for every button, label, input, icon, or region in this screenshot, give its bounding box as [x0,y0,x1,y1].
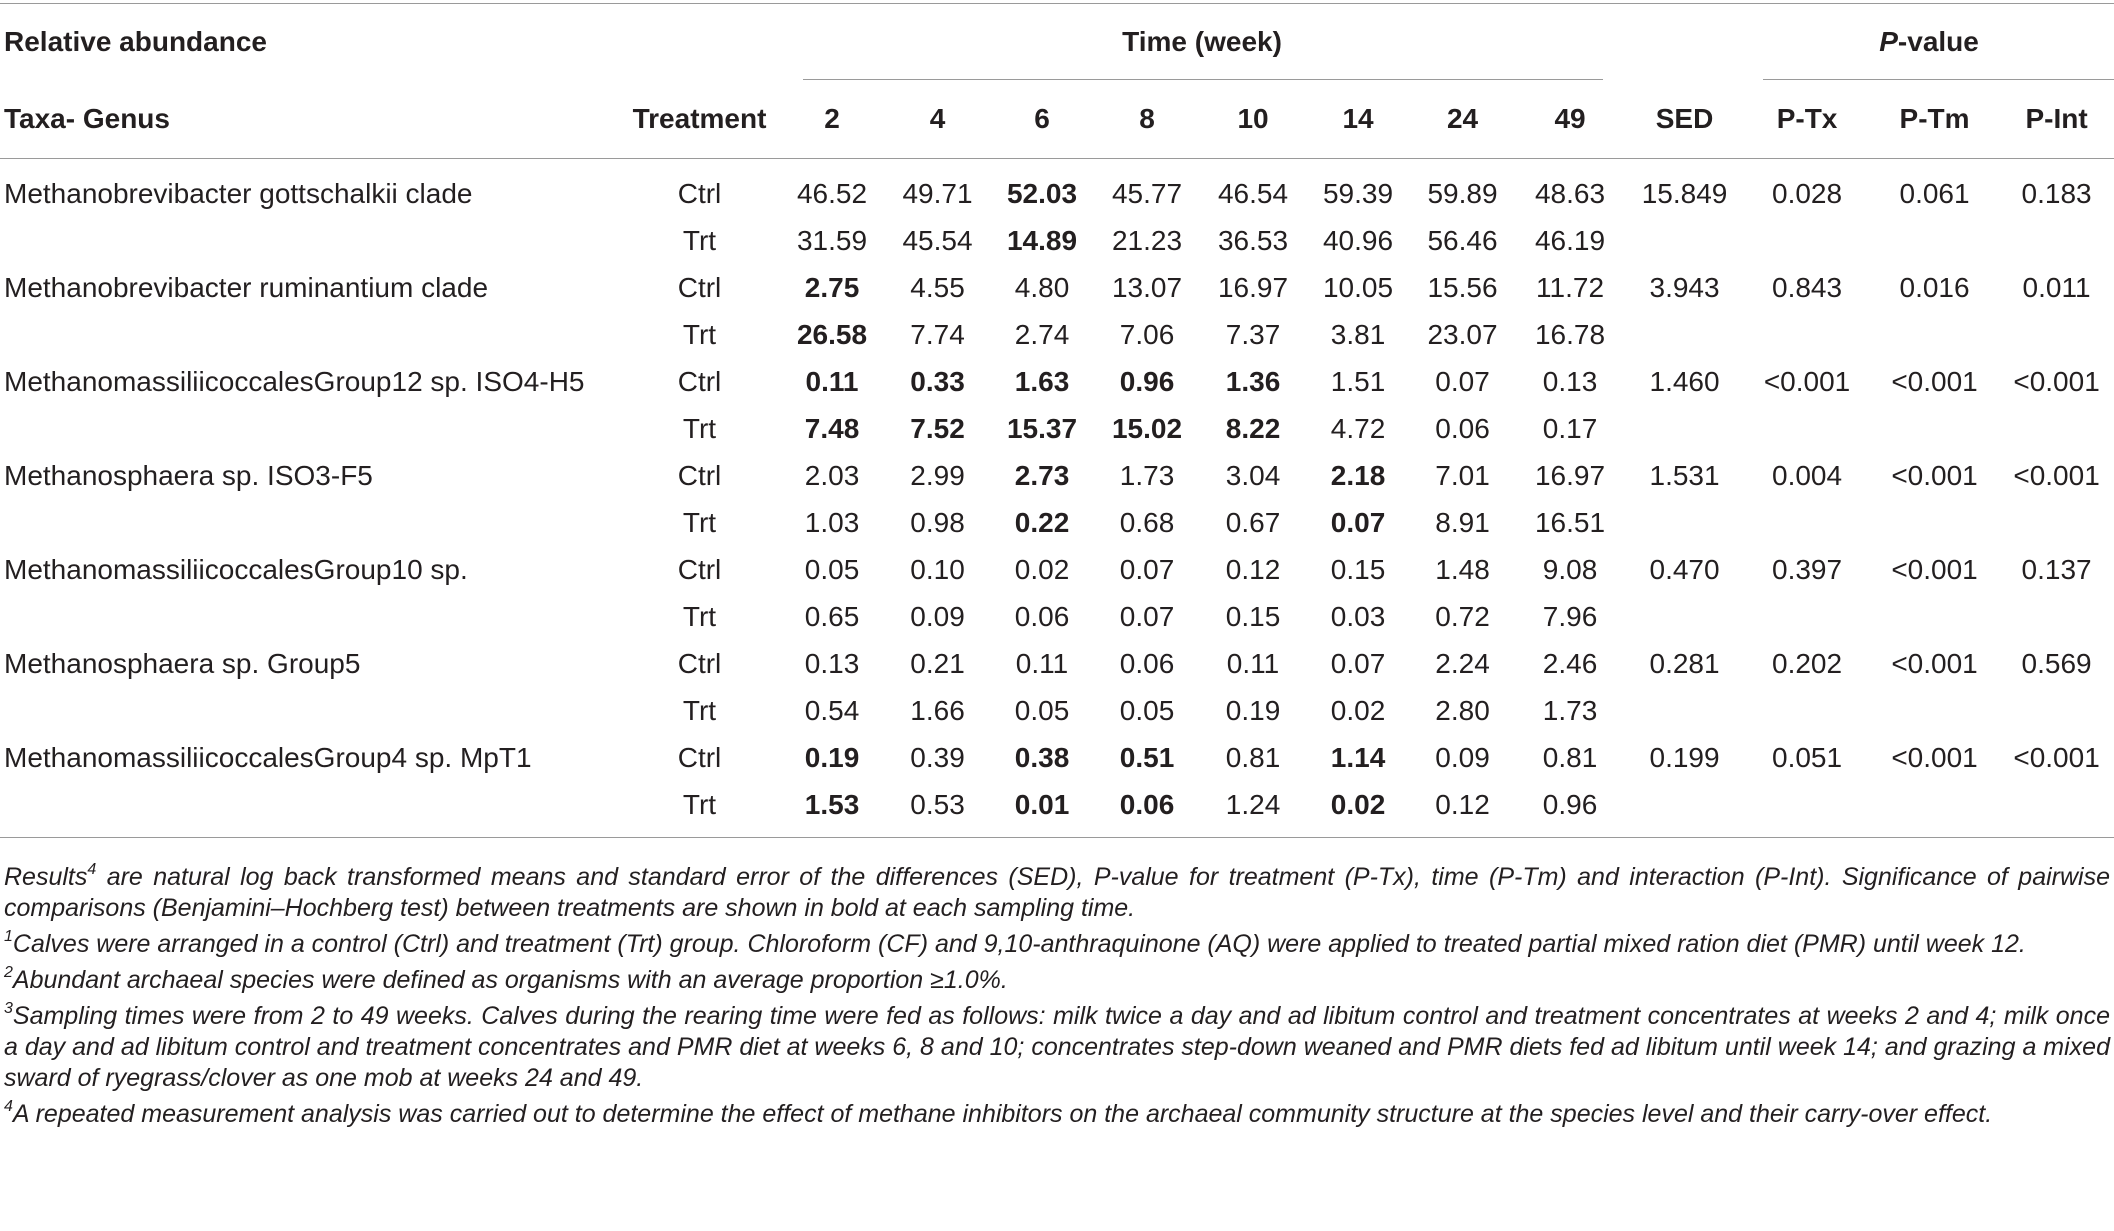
p-tm-value: <0.001 [1891,554,1978,585]
table-row-ctrl [0,640,2114,687]
value-week-14: 0.07 [1330,507,1386,538]
footnote-2 [4,965,2110,996]
value-week-10: 0.81 [1225,742,1281,773]
p-int-value: 0.011 [2022,272,2091,303]
treatment-label: Trt [682,319,717,350]
taxa-name [0,781,620,838]
value-week-49: 1.73 [1542,695,1598,726]
value-week-24: 0.72 [1435,601,1490,632]
treatment-label: Trt [682,601,717,632]
value-week-49: 46.19 [1534,225,1606,256]
value-week-4: 0.09 [910,601,965,632]
value-week-14: 59.39 [1322,178,1394,209]
value-week-24: 0.09 [1435,742,1490,773]
p-int-value [1999,687,2114,734]
p-tm-value [1870,405,1999,452]
value-week-4: 2.99 [910,460,965,491]
taxa-name: Methanobrevibacter gottschalkii clade [4,178,473,209]
value-week-10: 0.15 [1225,601,1281,632]
p-int-value: <0.001 [2013,742,2100,773]
value-week-2: 31.59 [796,225,868,256]
p-tm-value [1870,781,1999,838]
value-week-24: 56.46 [1427,225,1498,256]
week-header: 49 [1515,80,1625,159]
value-week-24: 1.48 [1435,554,1490,585]
p-value-italic-p: P [1879,26,1898,57]
taxa-name: Methanosphaera sp. Group5 [4,648,361,679]
sed-value: 15.849 [1641,178,1728,209]
table-footnotes [4,862,2110,1135]
treatment-label: Ctrl [677,366,722,397]
p-int-value [1999,217,2114,264]
footnote-4 [4,1099,2110,1130]
p-int-value: 0.183 [2021,178,2092,209]
sed-value [1625,687,1744,734]
table-row-trt [0,405,2114,452]
treatment-label: Trt [682,695,717,726]
taxa-genus-header: Taxa- Genus [0,80,620,159]
value-week-24: 0.07 [1435,366,1490,397]
p-int-value [1999,311,2114,358]
p-tx-value [1744,217,1870,264]
p-tx-value [1744,781,1870,838]
value-week-24: 2.24 [1435,648,1490,679]
value-week-49: 2.46 [1542,648,1598,679]
value-week-8: 0.96 [1119,366,1175,397]
p-tm-value [1870,311,1999,358]
week-header: 10 [1200,80,1306,159]
value-week-14: 0.02 [1330,789,1386,820]
p-tx-header: P-Tx [1744,80,1870,159]
value-week-49: 16.78 [1534,319,1606,350]
value-week-2: 2.75 [804,272,860,303]
value-week-10: 1.36 [1225,366,1281,397]
footnote-text: Sampling times were from 2 to 49 weeks. Calves during the rearing time were fed as follows: milk twice a day and ad libitum control and treatment concentrates at weeks 2 and 4; milk once a day and ad libitum control and treatment concentrates and PMR diet at weeks 6, 8 and 10; concentrates step-down weaned and PMR diets fed ad libitum until week 14; and grazing a mixed sward of ryegrass/clover as one mob at weeks 24 and 49. [4,1002,2110,1092]
value-week-6: 15.37 [1006,413,1078,444]
taxa-name: Methanosphaera sp. ISO3-F5 [4,460,373,491]
table-row-trt [0,311,2114,358]
treatment-label: Ctrl [677,178,722,209]
p-tm-value [1870,217,1999,264]
p-int-value [1999,405,2114,452]
footnote-marker: 4 [87,861,97,878]
p-value-divider [1763,79,2114,80]
value-week-10: 16.97 [1217,272,1289,303]
time-week-header [779,4,1625,81]
value-week-4: 1.66 [910,695,965,726]
value-week-4: 7.52 [910,413,965,444]
value-week-14: 1.51 [1330,366,1386,397]
taxa-name: MethanomassiliicoccalesGroup10 sp. [4,554,468,585]
treatment-label: Ctrl [677,272,722,303]
value-week-14: 10.05 [1322,272,1394,303]
value-week-8: 0.51 [1119,742,1175,773]
p-int-value: <0.001 [2013,460,2100,491]
week-header: 14 [1306,80,1410,159]
value-week-14: 40.96 [1322,225,1394,256]
value-week-2: 0.11 [805,366,859,397]
p-tm-value: <0.001 [1891,648,1978,679]
p-int-value [1999,781,2114,838]
treatment-label: Ctrl [677,648,722,679]
value-week-49: 9.08 [1542,554,1598,585]
value-week-6: 0.06 [1014,601,1070,632]
value-week-8: 13.07 [1111,272,1183,303]
table-row-ctrl [0,452,2114,499]
taxa-name: MethanomassiliicoccalesGroup4 sp. MpT1 [4,742,532,773]
value-week-49: 48.63 [1534,178,1606,209]
p-int-value: 0.569 [2021,648,2092,679]
value-week-4: 0.10 [910,554,965,585]
value-week-2: 2.03 [804,460,860,491]
table-row-ctrl [0,159,2114,218]
week-header: 6 [990,80,1094,159]
sed-value [1625,499,1744,546]
taxa-name: MethanomassiliicoccalesGroup12 sp. ISO4-H5 [4,366,585,397]
header-row-groups [0,4,2114,81]
p-tm-value: <0.001 [1891,366,1978,397]
p-tm-value [1870,499,1999,546]
value-week-2: 1.03 [804,507,860,538]
p-tx-value: 0.028 [1772,178,1843,209]
sed-value [1625,593,1744,640]
value-week-6: 0.01 [1014,789,1070,820]
value-week-8: 0.07 [1119,554,1175,585]
archaeal-abundance-table [0,3,2114,838]
value-week-49: 0.96 [1542,789,1598,820]
value-week-49: 0.13 [1542,366,1598,397]
p-tm-value: <0.001 [1891,742,1978,773]
value-week-8: 0.06 [1119,648,1175,679]
value-week-4: 0.53 [910,789,965,820]
value-week-4: 0.98 [910,507,965,538]
value-week-8: 0.05 [1119,695,1175,726]
header-spacer [1625,4,1744,81]
footnote-marker: 1 [4,928,13,945]
value-week-24: 0.06 [1435,413,1490,444]
taxa-name [0,311,620,358]
p-int-value [1999,593,2114,640]
value-week-14: 0.07 [1330,648,1386,679]
value-week-14: 2.18 [1330,460,1386,491]
table-row-trt [0,217,2114,264]
value-week-14: 1.14 [1330,742,1386,773]
p-int-header: P-Int [1999,80,2114,159]
value-week-24: 0.12 [1435,789,1490,820]
value-week-14: 3.81 [1330,319,1386,350]
taxa-name [0,405,620,452]
sed-value: 3.943 [1649,272,1720,303]
value-week-6: 0.11 [1015,648,1069,679]
value-week-6: 0.05 [1014,695,1070,726]
value-week-14: 0.02 [1330,695,1386,726]
value-week-6: 0.02 [1014,554,1070,585]
table-row-ctrl [0,734,2114,781]
sed-value: 1.531 [1649,460,1720,491]
value-week-10: 36.53 [1217,225,1289,256]
value-week-24: 2.80 [1435,695,1490,726]
p-int-value [1999,499,2114,546]
treatment-label: Trt [682,789,717,820]
sed-value: 0.199 [1649,742,1720,773]
value-week-6: 2.74 [1014,319,1070,350]
sed-value [1625,311,1744,358]
footnote-3 [4,1001,2110,1094]
value-week-10: 7.37 [1225,319,1281,350]
value-week-2: 0.65 [804,601,860,632]
sed-value: 1.460 [1649,366,1720,397]
value-week-2: 0.05 [804,554,860,585]
value-week-2: 1.53 [804,789,860,820]
value-week-49: 0.17 [1542,413,1598,444]
sed-value [1625,217,1744,264]
value-week-4: 49.71 [902,178,973,209]
p-tx-value [1744,405,1870,452]
value-week-8: 1.73 [1119,460,1175,491]
table-row-trt [0,499,2114,546]
table-row-ctrl [0,546,2114,593]
treatment-header: Treatment [620,80,779,159]
value-week-24: 7.01 [1435,460,1490,491]
p-tm-value [1870,687,1999,734]
value-week-10: 1.24 [1225,789,1281,820]
value-week-10: 0.12 [1225,554,1281,585]
time-week-label: Time (week) [1122,26,1282,57]
relative-abundance-header: Relative abundance [4,26,267,57]
value-week-24: 8.91 [1435,507,1490,538]
value-week-4: 45.54 [902,225,973,256]
p-tx-value: 0.397 [1772,554,1843,585]
value-week-4: 0.21 [910,648,965,679]
p-tx-value [1744,499,1870,546]
treatment-label: Ctrl [677,742,722,773]
value-week-8: 15.02 [1111,413,1183,444]
value-week-10: 0.11 [1226,648,1280,679]
treatment-label: Ctrl [677,554,722,585]
table-row-ctrl [0,264,2114,311]
value-week-2: 46.52 [796,178,868,209]
value-week-2: 0.19 [804,742,860,773]
value-week-6: 14.89 [1006,225,1078,256]
value-week-6: 52.03 [1006,178,1078,209]
treatment-label: Ctrl [677,460,722,491]
value-week-4: 4.55 [910,272,965,303]
sed-value [1625,781,1744,838]
value-week-4: 0.39 [910,742,965,773]
value-week-49: 16.97 [1534,460,1606,491]
table-row-trt [0,593,2114,640]
treatment-label: Trt [682,413,717,444]
taxa-name [0,499,620,546]
value-week-6: 4.80 [1014,272,1070,303]
p-tx-value: 0.051 [1772,742,1843,773]
week-header: 8 [1094,80,1200,159]
value-week-10: 8.22 [1225,413,1281,444]
value-week-49: 11.72 [1536,272,1605,303]
p-int-value: <0.001 [2013,366,2100,397]
value-week-24: 59.89 [1427,178,1498,209]
footnote-results-text: are natural log back transformed means and standard error of the differences (SED), P-value for treatment (P-Tx), time (P-Tm) and interaction (P-Int). Significance of pairwise comparisons (Benjamini–Hochberg test) between treatments are shown in bold at each sampling time. [4,863,2110,922]
value-week-4: 7.74 [910,319,965,350]
p-tx-value [1744,593,1870,640]
sed-value: 0.470 [1649,554,1720,585]
p-value-label-rest: -value [1897,26,1979,57]
week-header: 4 [885,80,990,159]
value-week-2: 0.13 [804,648,860,679]
value-week-14: 0.03 [1330,601,1386,632]
footnote-text: Abundant archaeal species were defined as organisms with an average proportion ≥1.0%. [12,966,1008,994]
value-week-8: 0.06 [1119,789,1175,820]
taxa-name: Methanobrevibacter ruminantium clade [4,272,489,303]
footnote-marker: 2 [4,964,13,981]
value-week-2: 7.48 [804,413,860,444]
p-tm-value: <0.001 [1891,460,1978,491]
value-week-8: 0.07 [1119,601,1175,632]
p-tx-value [1744,311,1870,358]
value-week-8: 21.23 [1111,225,1183,256]
value-week-14: 4.72 [1330,413,1386,444]
value-week-6: 0.22 [1014,507,1070,538]
value-week-6: 0.38 [1014,742,1070,773]
footnote-text: A repeated measurement analysis was carried out to determine the effect of methane inhibitors on the archaeal community structure at the species level and their carry-over effect. [12,1100,1993,1128]
value-week-10: 46.54 [1217,178,1289,209]
value-week-49: 16.51 [1534,507,1606,538]
value-week-2: 0.54 [804,695,860,726]
time-week-divider [803,79,1603,80]
taxa-name [0,217,620,264]
value-week-49: 0.81 [1542,742,1598,773]
table-row-ctrl [0,358,2114,405]
sed-header: SED [1625,80,1744,159]
p-tx-value: 0.843 [1772,272,1843,303]
value-week-8: 45.77 [1111,178,1183,209]
value-week-24: 15.56 [1427,272,1498,303]
table-body [0,159,2114,838]
value-week-10: 0.19 [1225,695,1281,726]
value-week-2: 26.58 [796,319,868,350]
p-tx-value: <0.001 [1763,366,1851,397]
week-header: 2 [779,80,885,159]
table-row-trt [0,687,2114,734]
footnote-results-lead: Results [4,863,88,891]
sed-value: 0.281 [1649,648,1720,679]
p-tx-value: 0.202 [1772,648,1843,679]
footnote-text: Calves were arranged in a control (Ctrl) and treatment (Trt) group. Chloroform (CF) and 9,10-anthraquinone (AQ) were applied to treated partial mixed ration diet (PMR) until week 12. [12,930,2026,958]
footnote-marker: 3 [4,1000,13,1017]
p-tm-value: 0.016 [1899,272,1970,303]
p-tm-value [1870,593,1999,640]
table-row-trt [0,781,2114,838]
footnote-1 [4,929,2110,960]
value-week-10: 3.04 [1225,460,1281,491]
value-week-6: 1.63 [1014,366,1070,397]
header-row-columns [0,80,2114,159]
value-week-6: 2.73 [1014,460,1070,491]
value-week-8: 7.06 [1119,319,1175,350]
value-week-24: 23.07 [1427,319,1498,350]
week-header: 24 [1410,80,1515,159]
p-tm-header: P-Tm [1870,80,1999,159]
footnote-results [4,862,2110,924]
sed-value [1625,405,1744,452]
taxa-name [0,593,620,640]
value-week-49: 7.96 [1542,601,1598,632]
value-week-10: 0.67 [1225,507,1281,538]
p-tx-value [1744,687,1870,734]
p-tm-value: 0.061 [1899,178,1970,209]
treatment-label: Trt [682,225,717,256]
p-int-value: 0.137 [2021,554,2092,585]
taxa-name [0,687,620,734]
value-week-14: 0.15 [1330,554,1386,585]
value-week-4: 0.33 [910,366,965,397]
p-tx-value: 0.004 [1772,460,1843,491]
treatment-label: Trt [682,507,717,538]
value-week-8: 0.68 [1119,507,1175,538]
footnote-marker: 4 [4,1098,13,1115]
p-value-header [1744,4,2114,81]
